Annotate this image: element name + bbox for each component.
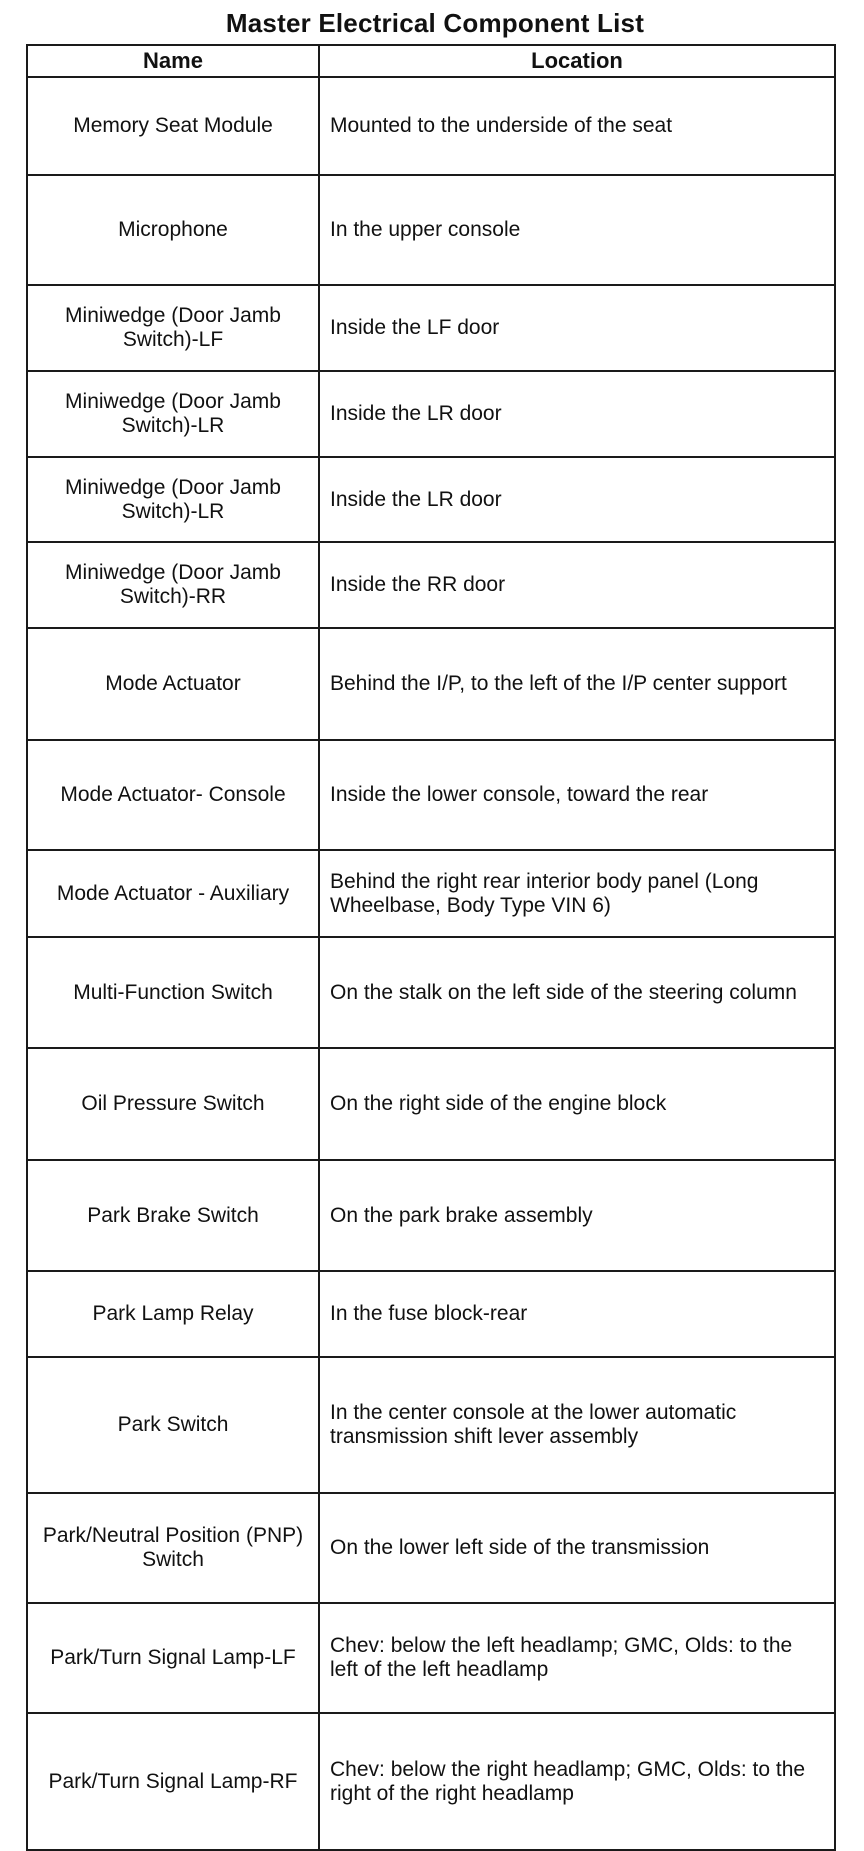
- component-location: Inside the LR door: [319, 371, 835, 457]
- component-location: On the right side of the engine block: [319, 1048, 835, 1160]
- component-name: Miniwedge (Door Jamb Switch)-LR: [27, 371, 319, 457]
- table-row: [27, 1160, 835, 1271]
- page-title: Master Electrical Component List: [225, 8, 645, 38]
- component-name: Park Switch: [27, 1357, 319, 1493]
- table-row: [27, 77, 835, 175]
- component-name: Park Brake Switch: [27, 1160, 319, 1271]
- component-location: Behind the right rear interior body panel (Long Wheelbase, Body Type VIN 6): [319, 850, 835, 937]
- component-location: On the lower left side of the transmission: [319, 1493, 835, 1603]
- component-name: Mode Actuator- Console: [27, 740, 319, 850]
- table-row: [27, 740, 835, 850]
- table-row: [27, 285, 835, 371]
- component-name: Park/Neutral Position (PNP) Switch: [27, 1493, 319, 1603]
- table-row: [27, 937, 835, 1048]
- component-location: Inside the lower console, toward the rear: [319, 740, 835, 850]
- component-location: In the fuse block-rear: [319, 1271, 835, 1357]
- component-location: On the stalk on the left side of the steering column: [319, 937, 835, 1048]
- table-row: [27, 542, 835, 628]
- component-location: Mounted to the underside of the seat: [319, 77, 835, 175]
- table-row: [27, 1048, 835, 1160]
- component-location: In the center console at the lower automatic transmission shift lever assembly: [319, 1357, 835, 1493]
- table-row: [27, 457, 835, 542]
- component-name: Oil Pressure Switch: [27, 1048, 319, 1160]
- component-location: Inside the RR door: [319, 542, 835, 628]
- component-name: Mode Actuator: [27, 628, 319, 740]
- table-row: [27, 1713, 835, 1850]
- component-name: Park Lamp Relay: [27, 1271, 319, 1357]
- component-name: Mode Actuator - Auxiliary: [27, 850, 319, 937]
- component-location: Chev: below the left headlamp; GMC, Olds: to the left of the left headlamp: [319, 1603, 835, 1713]
- component-location: In the upper console: [319, 175, 835, 285]
- component-name: Memory Seat Module: [27, 77, 319, 175]
- table-row: [27, 1493, 835, 1603]
- component-name: Miniwedge (Door Jamb Switch)-RR: [27, 542, 319, 628]
- component-location: Behind the I/P, to the left of the I/P center support: [319, 628, 835, 740]
- table-row: [27, 1357, 835, 1493]
- component-table: [26, 44, 836, 1851]
- column-header-location: Location: [319, 45, 835, 77]
- component-location: Inside the LF door: [319, 285, 835, 371]
- component-location: On the park brake assembly: [319, 1160, 835, 1271]
- component-name: Miniwedge (Door Jamb Switch)-LF: [27, 285, 319, 371]
- component-name: Park/Turn Signal Lamp-RF: [27, 1713, 319, 1850]
- table-row: [27, 850, 835, 937]
- table-row: [27, 1271, 835, 1357]
- table-header-row: [27, 45, 835, 77]
- table-row: [27, 371, 835, 457]
- column-header-name: Name: [27, 45, 319, 77]
- component-name: Multi-Function Switch: [27, 937, 319, 1048]
- component-location: Inside the LR door: [319, 457, 835, 542]
- component-name: Miniwedge (Door Jamb Switch)-LR: [27, 457, 319, 542]
- table-row: [27, 1603, 835, 1713]
- component-location: Chev: below the right headlamp; GMC, Olds: to the right of the right headlamp: [319, 1713, 835, 1850]
- table-row: [27, 175, 835, 285]
- table-row: [27, 628, 835, 740]
- component-name: Park/Turn Signal Lamp-LF: [27, 1603, 319, 1713]
- component-name: Microphone: [27, 175, 319, 285]
